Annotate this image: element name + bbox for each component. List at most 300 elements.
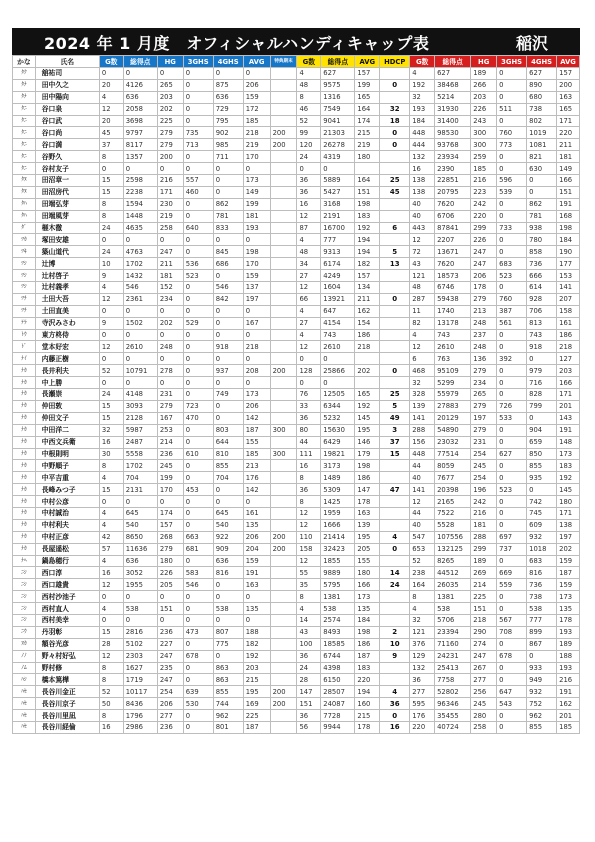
cell-value: [270, 151, 297, 163]
cell-value: 23394: [435, 626, 471, 638]
cell-value: 0: [157, 234, 183, 246]
cell-value: 132: [410, 151, 435, 163]
cell-value: [355, 163, 380, 175]
cell-value: 207: [557, 293, 580, 305]
cell-value: 1019: [527, 127, 557, 139]
cell-value: 173: [243, 175, 270, 187]
cell-name: 谷村友子: [35, 163, 99, 175]
cell-value: 87841: [435, 222, 471, 234]
cell-hdcp: 9: [380, 650, 410, 662]
cell-value: 1425: [321, 496, 355, 508]
cell-value: 0: [497, 198, 527, 210]
cell-name: 鍋島穂行: [35, 555, 99, 567]
cell-value: [270, 460, 297, 472]
cell-value: 76: [297, 389, 321, 401]
cell-hdcp: [380, 305, 410, 317]
cell-value: 13921: [321, 293, 355, 305]
cell-value: 157: [355, 68, 380, 80]
cell-value: 0: [297, 353, 321, 365]
cell-value: 27: [297, 317, 321, 329]
cell-value: 220: [557, 127, 580, 139]
cell-value: 266: [471, 79, 497, 91]
cell-value: 0: [497, 115, 527, 127]
cell-value: 0: [497, 519, 527, 531]
cell-value: 0: [123, 353, 157, 365]
cell-value: 18573: [435, 270, 471, 282]
cell-value: 141: [410, 484, 435, 496]
cell-kana: ﾀﾅ: [13, 91, 36, 103]
cell-value: 0: [497, 591, 527, 603]
cell-value: 185: [243, 448, 270, 460]
cell-value: 171: [557, 389, 580, 401]
cell-value: 148: [557, 436, 580, 448]
cell-value: 165: [557, 103, 580, 115]
cell-value: 0: [183, 115, 213, 127]
cell-value: 8: [410, 591, 435, 603]
cell-value: 1702: [123, 460, 157, 472]
cell-value: 0: [99, 163, 123, 175]
cell-value: 187: [243, 721, 270, 733]
cell-value: 10791: [123, 365, 157, 377]
cell-value: 143: [557, 412, 580, 424]
cell-kana: ﾅｶ: [13, 472, 36, 484]
cell-value: 1018: [527, 543, 557, 555]
cell-value: 0: [497, 424, 527, 436]
cell-value: 15: [99, 412, 123, 424]
cell-value: 0: [157, 163, 183, 175]
cell-value: 723: [183, 400, 213, 412]
cell-value: 216: [471, 175, 497, 187]
cell-value: 2165: [435, 496, 471, 508]
cell-name: 中上勝: [35, 377, 99, 389]
cell-name: 西口雄貴: [35, 579, 99, 591]
cell-value: 31930: [435, 103, 471, 115]
cell-value: 0: [183, 389, 213, 401]
cell-value: [270, 68, 297, 80]
cell-value: 277: [157, 710, 183, 722]
cell-value: 198: [243, 246, 270, 258]
cell-value: 0: [157, 496, 183, 508]
cell-hdcp: [380, 234, 410, 246]
cell-value: 248: [157, 341, 183, 353]
cell-value: 12: [99, 103, 123, 115]
cell-value: 752: [527, 698, 557, 710]
cell-name: 中村正彦: [35, 531, 99, 543]
cell-value: 166: [557, 377, 580, 389]
cell-value: 855: [527, 721, 557, 733]
cell-value: 129: [410, 650, 435, 662]
cell-value: 164: [355, 175, 380, 187]
cell-value: 855: [213, 686, 243, 698]
cell-value: 178: [355, 496, 380, 508]
cell-value: 7758: [435, 674, 471, 686]
table-row: [13, 603, 580, 615]
cell-value: 12: [99, 341, 123, 353]
cell-value: 24: [297, 662, 321, 674]
cell-value: 0: [157, 353, 183, 365]
cell-value: 236: [157, 626, 183, 638]
cell-value: 0: [183, 460, 213, 472]
cell-value: [270, 412, 297, 424]
cell-value: 182: [243, 638, 270, 650]
cell-hdcp: [380, 282, 410, 294]
cell-value: 546: [213, 282, 243, 294]
cell-value: 159: [557, 579, 580, 591]
table-row: [13, 198, 580, 210]
cell-value: 0: [497, 603, 527, 615]
cell-value: 170: [243, 151, 270, 163]
cell-name: 額谷光彦: [35, 638, 99, 650]
cell-value: 4: [99, 472, 123, 484]
cell-value: 139: [355, 519, 380, 531]
cell-value: 211: [355, 293, 380, 305]
cell-value: 1594: [123, 198, 157, 210]
cell-value: 2598: [123, 175, 157, 187]
cell-value: 4: [99, 555, 123, 567]
cell-value: 0: [321, 377, 355, 389]
cell-value: 2207: [435, 234, 471, 246]
cell-value: 444: [410, 139, 435, 151]
cell-value: 2610: [435, 341, 471, 353]
handicap-table: [12, 55, 580, 734]
cell-value: 639: [183, 686, 213, 698]
cell-value: 256: [471, 686, 497, 698]
col-name: 氏名: [35, 56, 99, 68]
cell-value: 184: [410, 115, 435, 127]
cell-value: [270, 258, 297, 270]
cell-value: 0: [99, 496, 123, 508]
cell-value: 2128: [123, 412, 157, 424]
cell-value: [270, 305, 297, 317]
cell-value: 0: [123, 329, 157, 341]
table-row: [13, 175, 580, 187]
cell-value: 20: [99, 79, 123, 91]
cell-value: 245: [471, 460, 497, 472]
cell-name: 西村沙池子: [35, 591, 99, 603]
cell-value: 0: [213, 329, 243, 341]
cell-value: 0: [183, 436, 213, 448]
cell-value: [270, 163, 297, 175]
cell-value: 738: [527, 591, 557, 603]
cell-value: [270, 591, 297, 603]
cell-value: 8: [99, 210, 123, 222]
cell-value: 178: [471, 282, 497, 294]
cell-name: 東方柊侍: [35, 329, 99, 341]
cell-value: 666: [527, 270, 557, 282]
cell-value: [270, 198, 297, 210]
cell-value: 236: [157, 721, 183, 733]
cell-value: 0: [527, 650, 557, 662]
cell-value: [270, 614, 297, 626]
cell-value: 57: [99, 543, 123, 555]
cell-value: 216: [157, 175, 183, 187]
cell-hdcp: 0: [380, 127, 410, 139]
cell-value: 583: [183, 567, 213, 579]
cell-value: 24: [99, 389, 123, 401]
cell-hdcp: 10: [380, 638, 410, 650]
cell-value: [270, 103, 297, 115]
cell-value: 6150: [321, 674, 355, 686]
cell-value: 468: [410, 365, 435, 377]
cell-value: 154: [355, 317, 380, 329]
cell-value: 234: [157, 293, 183, 305]
cell-value: 0: [213, 591, 243, 603]
cell-value: 9: [99, 317, 123, 329]
cell-value: 226: [471, 103, 497, 115]
cell-value: 237: [471, 329, 497, 341]
cell-value: 247: [157, 674, 183, 686]
cell-value: 206: [243, 400, 270, 412]
cell-value: 187: [243, 424, 270, 436]
cell-value: 0: [213, 68, 243, 80]
cell-value: 199: [355, 79, 380, 91]
cell-value: 647: [321, 305, 355, 317]
cell-value: 138: [557, 519, 580, 531]
cell-value: 5558: [123, 448, 157, 460]
cell-value: 135: [243, 603, 270, 615]
cell-value: 66: [297, 293, 321, 305]
cell-kana: ﾅｶ: [13, 377, 36, 389]
cell-value: 567: [497, 614, 527, 626]
cell-value: [270, 400, 297, 412]
cell-value: 726: [497, 400, 527, 412]
cell-value: 238: [410, 567, 435, 579]
cell-value: 4: [410, 603, 435, 615]
cell-value: 192: [557, 472, 580, 484]
cell-value: 12: [297, 519, 321, 531]
cell-value: 279: [471, 293, 497, 305]
cell-value: 8: [99, 151, 123, 163]
cell-name: 堂本好宏: [35, 341, 99, 353]
cell-value: 0: [157, 329, 183, 341]
cell-value: 0: [243, 163, 270, 175]
cell-value: 50: [99, 698, 123, 710]
cell-value: 3698: [123, 115, 157, 127]
cell-value: 596: [497, 175, 527, 187]
cell-value: 225: [157, 115, 183, 127]
cell-value: 647: [497, 686, 527, 698]
cell-value: 899: [527, 626, 557, 638]
cell-value: 4154: [321, 317, 355, 329]
col-hg: HG: [157, 56, 183, 68]
cell-value: 0: [99, 353, 123, 365]
cell-value: 2574: [321, 614, 355, 626]
cell-value: 5795: [321, 579, 355, 591]
cell-value: 0: [99, 591, 123, 603]
cell-value: 234: [471, 377, 497, 389]
cell-value: 288: [410, 424, 435, 436]
cell-value: 0: [183, 674, 213, 686]
cell-value: 201: [557, 400, 580, 412]
cell-value: 9889: [321, 567, 355, 579]
cell-value: 38468: [435, 79, 471, 91]
cell-value: 627: [321, 68, 355, 80]
cell-value: 200: [270, 365, 297, 377]
cell-value: 1604: [321, 282, 355, 294]
table-row: [13, 341, 580, 353]
cell-value: 197: [471, 412, 497, 424]
cell-value: 6: [410, 353, 435, 365]
cell-kana: ﾅｶ: [13, 543, 36, 555]
cell-value: 842: [213, 293, 243, 305]
cell-value: 546: [123, 282, 157, 294]
cell-value: 777: [527, 614, 557, 626]
cell-value: 182: [355, 258, 380, 270]
cell-hdcp: [380, 270, 410, 282]
cell-value: 8: [99, 198, 123, 210]
cell-hdcp: [380, 472, 410, 484]
cell-hdcp: [380, 662, 410, 674]
col-hg-total: HG: [471, 56, 497, 68]
cell-value: 167: [157, 412, 183, 424]
cell-value: 20398: [435, 484, 471, 496]
cell-value: 659: [527, 436, 557, 448]
cell-value: 48: [297, 246, 321, 258]
cell-value: 0: [213, 412, 243, 424]
cell-value: 15: [99, 626, 123, 638]
cell-value: 24: [99, 246, 123, 258]
cell-hdcp: 6: [380, 222, 410, 234]
cell-value: 1959: [321, 507, 355, 519]
cell-hdcp: 0: [380, 710, 410, 722]
cell-name: 中田洋二: [35, 424, 99, 436]
cell-hdcp: [380, 603, 410, 615]
cell-name: 長峰みつ子: [35, 484, 99, 496]
cell-value: 6344: [321, 400, 355, 412]
cell-value: 203: [243, 662, 270, 674]
cell-value: 4635: [123, 222, 157, 234]
cell-name: 中根則明: [35, 448, 99, 460]
cell-value: 248: [471, 341, 497, 353]
cell-value: 15: [99, 484, 123, 496]
cell-name: 橋本篤樺: [35, 674, 99, 686]
cell-value: 0: [157, 591, 183, 603]
cell-value: 191: [557, 424, 580, 436]
cell-value: 188: [557, 650, 580, 662]
table-row: [13, 579, 580, 591]
cell-name: 田中久之: [35, 79, 99, 91]
cell-value: 0: [99, 234, 123, 246]
table-row: [13, 163, 580, 175]
table-row: [13, 472, 580, 484]
cell-value: 5299: [435, 377, 471, 389]
cell-name: 谷口泉: [35, 103, 99, 115]
cell-kana: ﾆｼ: [13, 603, 36, 615]
cell-value: 0: [497, 365, 527, 377]
cell-value: 15: [99, 175, 123, 187]
cell-value: [270, 484, 297, 496]
cell-name: 舘祐司: [35, 68, 99, 80]
cell-value: 279: [471, 424, 497, 436]
cell-kana: ﾊｼ: [13, 674, 36, 686]
cell-value: 736: [527, 579, 557, 591]
cell-value: 197: [557, 531, 580, 543]
cell-value: 0: [243, 68, 270, 80]
cell-kana: ﾂｼ: [13, 270, 36, 282]
cell-value: 928: [527, 293, 557, 305]
table-row: [13, 151, 580, 163]
cell-value: 11636: [123, 543, 157, 555]
cell-value: 98530: [435, 127, 471, 139]
cell-value: 1381: [435, 591, 471, 603]
cell-name: 長谷川京子: [35, 698, 99, 710]
cell-value: 636: [123, 91, 157, 103]
cell-value: 159: [243, 270, 270, 282]
cell-value: 223: [471, 186, 497, 198]
cell-value: 904: [527, 424, 557, 436]
cell-value: 181: [243, 210, 270, 222]
cell-value: 5889: [321, 175, 355, 187]
cell-kana: ﾆｼ: [13, 567, 36, 579]
cell-value: 799: [527, 400, 557, 412]
cell-value: 247: [471, 258, 497, 270]
cell-value: 177: [557, 258, 580, 270]
cell-value: 36: [410, 674, 435, 686]
cell-value: 511: [497, 103, 527, 115]
cell-value: 235: [157, 662, 183, 674]
cell-value: 267: [471, 662, 497, 674]
cell-value: 536: [183, 258, 213, 270]
cell-value: 200: [270, 543, 297, 555]
cell-value: 174: [355, 115, 380, 127]
cell-value: 0: [183, 472, 213, 484]
cell-value: 902: [213, 127, 243, 139]
cell-value: 205: [355, 543, 380, 555]
cell-value: 845: [213, 246, 243, 258]
cell-value: 185: [471, 163, 497, 175]
cell-name: 丹羽彰: [35, 626, 99, 638]
cell-value: 743: [321, 329, 355, 341]
table-row: [13, 448, 580, 460]
cell-value: 226: [157, 567, 183, 579]
cell-value: 174: [157, 507, 183, 519]
cell-value: 183: [557, 460, 580, 472]
cell-value: 0: [183, 507, 213, 519]
cell-value: 247: [471, 650, 497, 662]
cell-value: 277: [410, 686, 435, 698]
cell-value: 242: [471, 198, 497, 210]
cell-value: 32: [99, 424, 123, 436]
cell-value: 166: [557, 175, 580, 187]
cell-value: 200: [557, 79, 580, 91]
cell-hdcp: 37: [380, 436, 410, 448]
cell-hdcp: 4: [380, 686, 410, 698]
cell-kana: ﾅｶ: [13, 365, 36, 377]
header-row: [13, 56, 580, 68]
cell-value: 1432: [123, 270, 157, 282]
cell-hdcp: 14: [380, 567, 410, 579]
cell-value: 198: [355, 198, 380, 210]
col-4ghs-total: 4GHS: [527, 56, 557, 68]
cell-value: 225: [243, 710, 270, 722]
cell-value: 198: [557, 222, 580, 234]
cell-value: 875: [213, 79, 243, 91]
cell-value: 164: [410, 579, 435, 591]
cell-value: 218: [243, 127, 270, 139]
table-row: [13, 400, 580, 412]
cell-value: 121: [410, 270, 435, 282]
cell-value: 0: [183, 79, 213, 91]
cell-value: 0: [183, 163, 213, 175]
cell-value: 199: [243, 198, 270, 210]
cell-name: 土田大吾: [35, 293, 99, 305]
cell-value: 938: [527, 222, 557, 234]
cell-value: 44512: [435, 567, 471, 579]
cell-hdcp: [380, 519, 410, 531]
cell-value: 645: [123, 507, 157, 519]
cell-value: 828: [527, 389, 557, 401]
cell-kana: ﾉﾉ: [13, 650, 36, 662]
